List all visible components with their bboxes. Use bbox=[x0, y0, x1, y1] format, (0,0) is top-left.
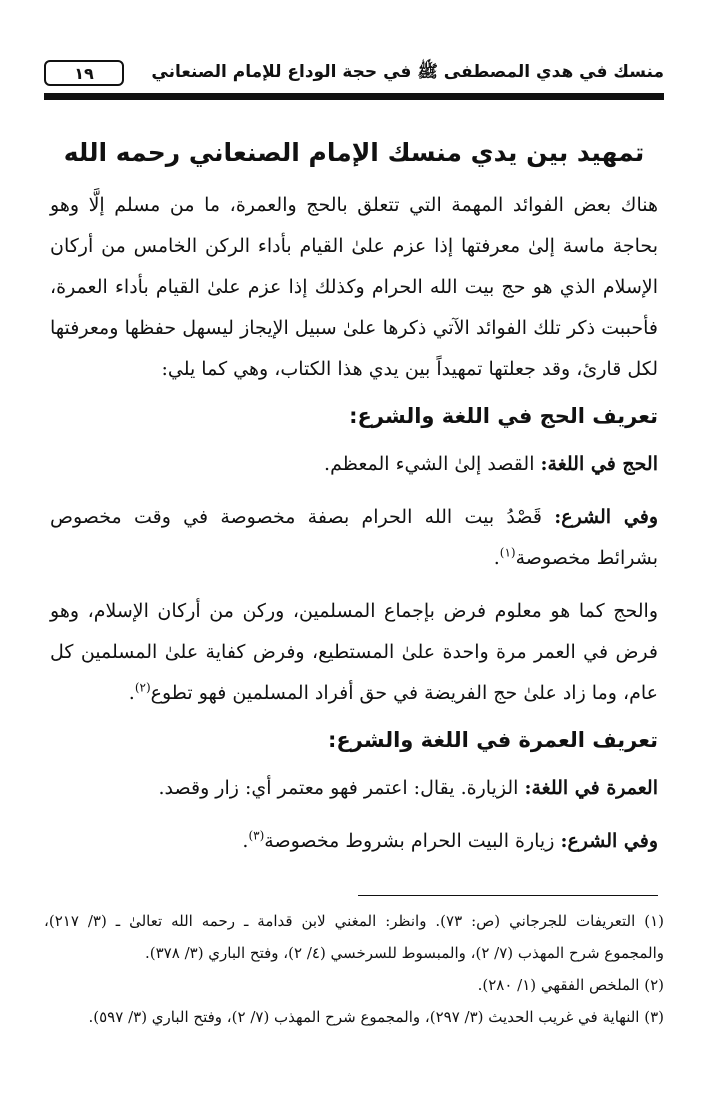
footnote-ref-1[interactable]: (١) bbox=[499, 545, 516, 560]
hajj-shar-definition: وفي الشرع: قَصْدُ بيت الله الحرام بصفة مخصوصة في وقت مخصوص بشرائط مخصوصة$^{(١)}$. bbox=[50, 506, 659, 569]
footnote-3: (٣) النهاية في غريب الحديث (٣/ ٢٩٧)، والمجموع شرح المهذب (٧/ ٢)، وفتح الباري (٣/ ٥٩٧). bbox=[88, 1008, 664, 1026]
page-number: ١٩ bbox=[44, 60, 124, 86]
umrah-lang-term: العمرة في اللغة: bbox=[524, 777, 658, 799]
hajj-lang-text: القصد إلىٰ الشيء المعظم. bbox=[324, 453, 541, 475]
umrah-shar-term: وفي الشرع: bbox=[560, 830, 658, 852]
hajj-shar-term: وفي الشرع: bbox=[554, 506, 659, 528]
footnote-ref-2[interactable]: (٢) bbox=[134, 680, 151, 695]
intro-paragraph: هناك بعض الفوائد المهمة التي تتعلق بالحج والعمرة، ما من مسلم إلَّا وهو بحاجة ماسة إلىٰ معرفتها إذا عزم علىٰ القيام بأداء الركن الخامس من أركان الإسلام الذي هو حج بيت الله الحرام وكذلك إذا عزم علىٰ القيام بأداء العمرة، فأحببت ذكر تلك الفوائد الآتي ذكرها علىٰ سبيل الإيجاز ليسهل حفظها ومعرفتها لكل قارئ، وقد جعلتها تمهيداً بين يدي هذا الكتاب، وهي كما يلي: bbox=[50, 194, 658, 380]
main-text bbox=[50, 128, 658, 862]
hajj-heading: تعريف الحج في اللغة والشرع: bbox=[349, 404, 658, 428]
umrah-lang-text: الزيارة. يقال: اعتمر فهو معتمر أي: زار وقصد. bbox=[158, 777, 525, 799]
hajj-lang-definition bbox=[50, 444, 658, 485]
footnote-1: (١) التعريفات للجرجاني (ص: ٧٣). وانظر: المغني لابن قدامة ـ رحمه الله تعالىٰ ـ (٣/ ٢١٧)، والمجموع شرح المهذب (٧/ ٢)، والمبسوط للسرخسي (٤/ ٢)، وفتح الباري (٣/ ٣٧٨). bbox=[44, 912, 664, 962]
running-header bbox=[44, 56, 664, 90]
header-rule bbox=[44, 93, 664, 100]
footnote-ref-3[interactable]: (٣) bbox=[248, 828, 265, 843]
footnote-2: (٢) الملخص الفقهي (١/ ٢٨٠). bbox=[477, 976, 664, 994]
umrah-lang-definition bbox=[50, 768, 658, 809]
footnotes bbox=[44, 905, 664, 1033]
hajj-shar-text: قَصْدُ بيت الله الحرام بصفة مخصوصة في وقت مخصوص بشرائط مخصوصة bbox=[50, 506, 658, 569]
umrah-heading: تعريف العمرة في اللغة والشرع: bbox=[328, 728, 658, 752]
hajj-ruling-paragraph: والحج كما هو معلوم فرض بإجماع المسلمين، وركن من أركان الإسلام، وهو فرض في العمر مرة واحدة علىٰ المستطيع، وفرض كفاية علىٰ المسلمين كل عام، وما زاد علىٰ حج الفريضة في حق أفراد المسلمين فهو تطوع$^{(٢)}$. bbox=[50, 600, 658, 704]
footnote-rule bbox=[358, 895, 658, 896]
umrah-shar-definition: وفي الشرع: زيارة البيت الحرام بشروط مخصوصة$^{(٣)}$. bbox=[242, 828, 658, 852]
hajj-lang-term: الحج في اللغة: bbox=[540, 453, 658, 475]
page-title: تمهيد بين يدي منسك الإمام الصنعاني رحمه الله bbox=[63, 138, 645, 167]
hajj-ruling-text: والحج كما هو معلوم فرض بإجماع المسلمين، وركن من أركان الإسلام، وهو فرض في العمر مرة واحدة علىٰ المستطيع، وفرض كفاية علىٰ المسلمين كل عام، وما زاد علىٰ حج الفريضة في حق أفراد المسلمين فهو تطوع bbox=[50, 600, 658, 704]
running-title: منسك في هدي المصطفى ﷺ في حجة الوداع للإمام الصنعاني bbox=[151, 61, 664, 82]
umrah-shar-text: زيارة البيت الحرام بشروط مخصوصة bbox=[264, 830, 561, 852]
